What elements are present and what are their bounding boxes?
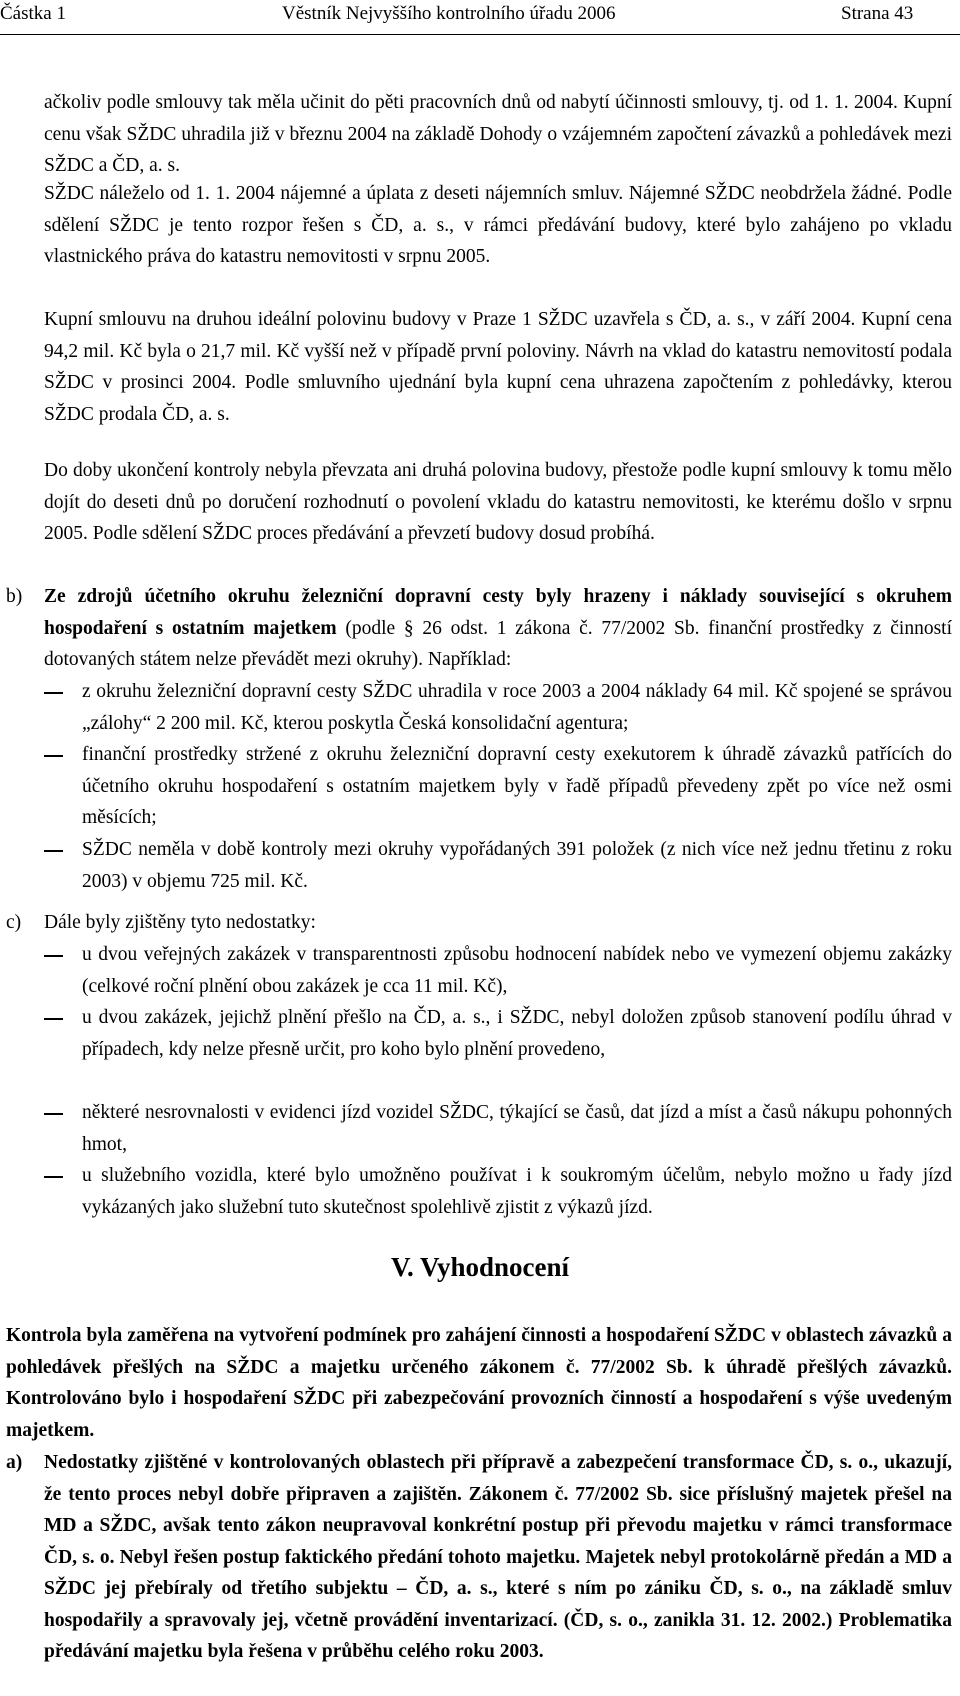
paragraph-3: Kupní smlouvu na druhou ideální polovinu budovy v Praze 1 SŽDC uzavřela s ČD, a. s., v září 2004. Kupní cena 94,2 mil. Kč byla o 21,7 mil. Kč vyšší než v případě první poloviny. Návrh na vklad do katastru nemovitostí podala SŽDC v prosinci 2004. Podle smluvního ujednání byla kupní cena uhrazena započtením z pohledávky, kterou SŽDC prodala ČD, a. s.	[44, 309, 952, 425]
dash-bullet	[44, 1176, 63, 1178]
list-marker-b: b)	[6, 586, 23, 607]
paragraph-4: Do doby ukončení kontroly nebyla převzata ani druhá polovina budovy, přestože podle kupní smlouvy k tomu mělo dojít do deseti dnů po doručení rozhodnutí o povolení vkladu do katastru nemovitosti, ke kterému došlo v srpnu 2005. Podle sdělení SŽDC proces předávání a převzetí budovy dosud probíhá.	[44, 460, 952, 544]
list-item-text: finanční prostředky stržené z okruhu železniční dopravní cesty exekutorem k úhradě závazků patřících do účetního okruhu hospodaření s ostatním majetkem byly v řadě případů převedeny zpět po více než osmi měsících;	[82, 744, 952, 828]
list-item-text: SŽDC neměla v době kontroly mezi okruhy vypořádaných 391 položek (z nich více než jednu třetinu z roku 2003) v objemu 725 mil. Kč.	[82, 839, 952, 892]
list-marker-c: c)	[6, 912, 22, 933]
header-issue: Částka 1	[0, 3, 66, 24]
page-header	[0, 0, 960, 35]
dash-bullet	[44, 1113, 63, 1115]
paragraph-1: ačkoliv podle smlouvy tak měla učinit do pěti pracovních dnů od nabytí účinnosti smlouvy, tj. od 1. 1. 2004. Kupní cenu však SŽDC uhradila již v březnu 2004 na základě Dohody o vzájemném započtení závazků a pohledávek mezi SŽDC a ČD, a. s.	[44, 92, 952, 176]
list-item-b-text: (podle § 26 odst. 1 zákona č. 77/2002 Sb. finanční prostředky z činností dotovaných státem nelze převádět mezi okruhy). Například:	[44, 617, 952, 670]
header-page-number: Strana 43	[841, 3, 914, 24]
list-item-text: u služebního vozidla, které bylo umožněno používat i k soukromým účelům, nebylo možno u řady jízd vykázaných jako služební tuto skutečnost spolehlivě zjistit z výkazů jízd.	[82, 1165, 952, 1218]
list-item-c-text: Dále byly zjištěny tyto nedostatky:	[44, 912, 316, 933]
list-item-text: u dvou zakázek, jejichž plnění přešlo na ČD, a. s., i SŽDC, nebyl doložen způsob stanovení podílu úhrad v případech, kdy nelze přesně určit, pro koho bylo plnění provedeno,	[82, 1007, 952, 1060]
list-item-a-text: Nedostatky zjištěné v kontrolovaných oblastech při přípravě a zabezpečení transformace ČD, s. o., ukazují, že tento proces nebyl dobře připraven a zajištěn. Zákonem č. 77/2002 Sb. sice příslušný majetek přešel na MD a SŽDC, avšak tento zákon neupravoval konkrétní postup při převodu majetku v rámci transformace ČD, s. o. Nebyl řešen postup faktického předání tohoto majetku. Majetek nebyl protokolárně předán a MD a SŽDC jej přebíraly od třetího subjektu – ČD, a. s., které s ním po zániku ČD, s. o., na základě smluv hospodařily a spravovaly jej, včetně provádění inventarizací. (ČD, s. o., zanikla 31. 12. 2002.) Problematika předávání majetku byla řešena v průběhu celého roku 2003.	[44, 1452, 952, 1662]
list-item-text: u dvou veřejných zakázek v transparentnosti způsobu hodnocení nabídek nebo ve vymezení objemu zakázky (celkové roční plnění obou zakázek je cca 11 mil. Kč),	[82, 944, 952, 997]
list-item-b-body	[44, 581, 952, 676]
header-journal-title: Věstník Nejvyššího kontrolního úřadu 2006	[282, 3, 616, 24]
dash-bullet	[44, 692, 63, 694]
dash-bullet	[44, 955, 63, 957]
list-item-text: některé nesrovnalosti v evidenci jízd vozidel SŽDC, týkající se časů, dat jízd a míst a časů nákupu pohonných hmot,	[82, 1102, 952, 1155]
list-marker-a: a)	[6, 1452, 23, 1473]
dash-bullet	[44, 1018, 63, 1020]
list-item-text: z okruhu železniční dopravní cesty SŽDC uhradila v roce 2003 a 2004 náklady 64 mil. Kč spojené se správou „zálohy“ 2 200 mil. Kč, kterou poskytla Česká konsolidační agentura;	[82, 681, 952, 734]
section-title: V. Vyhodnocení	[390, 1252, 570, 1282]
paragraph-2: SŽDC náleželo od 1. 1. 2004 nájemné a úplata z deseti nájemních smluv. Nájemné SŽDC neobdržela žádné. Podle sdělení SŽDC je tento rozpor řešen s ČD, a. s., v rámci předávání budovy, které bylo zahájeno po vkladu vlastnického práva do katastru nemovitosti v srpnu 2005.	[44, 183, 952, 267]
dash-bullet	[44, 850, 63, 852]
section-intro: Kontrola byla zaměřena na vytvoření podmínek pro zahájení činnosti a hospodaření SŽDC v oblastech závazků a pohledávek přešlých na SŽDC a majetku určeného zákonem č. 77/2002 Sb. k úhradě přešlých závazků. Kontrolováno bylo i hospodaření SŽDC při zabezpečování provozních činností a hospodaření s výše uvedeným majetkem.	[6, 1325, 952, 1441]
list-item-b-bold: Ze zdrojů účetního okruhu železniční dopravní cesty byly hrazeny i náklady související s okruhem hospodaření s ostatním majetkem	[44, 586, 952, 639]
dash-bullet	[44, 755, 63, 757]
